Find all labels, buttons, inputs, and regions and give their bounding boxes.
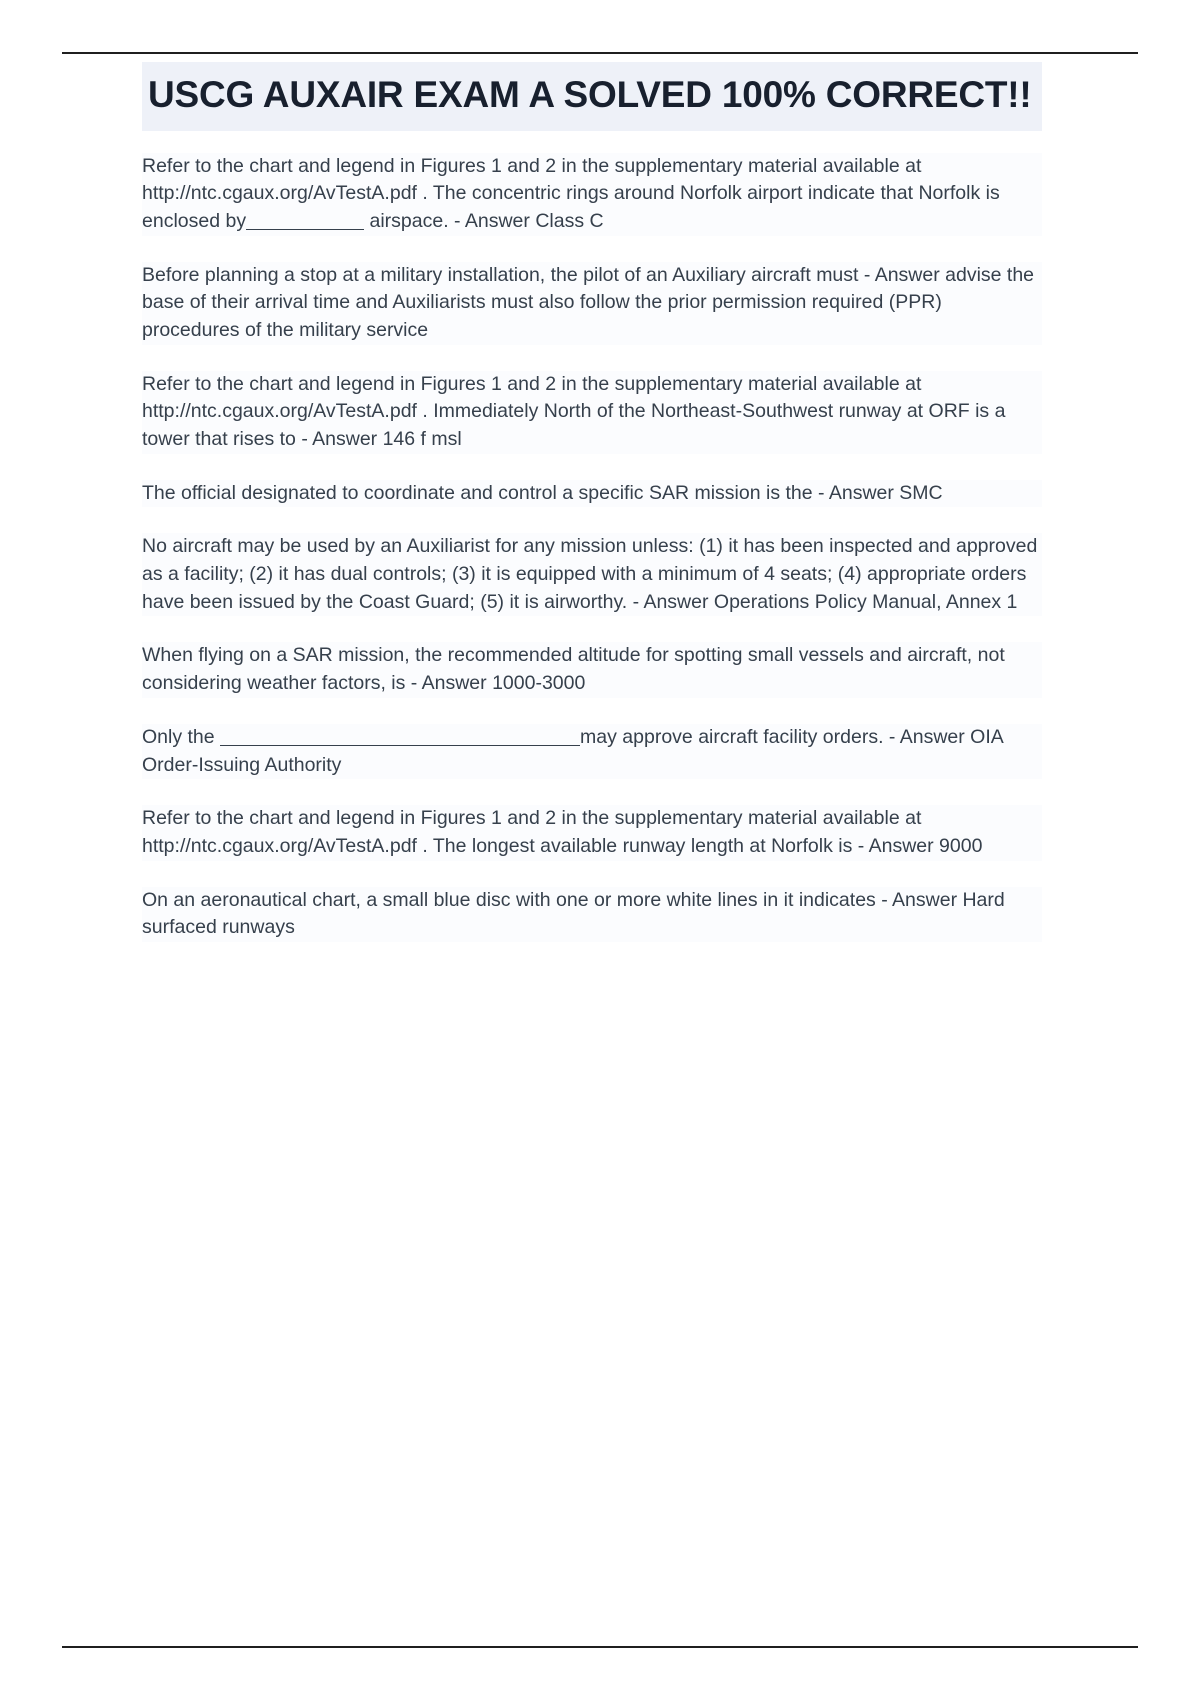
qa-text: The official designated to coordinate and control a specific SAR mission is the - Answer SMC — [142, 481, 943, 504]
qa-text: When flying on a SAR mission, the recommended altitude for spotting small vessels and aircraft, not considering weather factors, is - Answer 1000-3000 — [142, 644, 1005, 695]
qa-item — [142, 533, 1042, 616]
header-divider — [62, 52, 1138, 54]
qa-item — [142, 153, 1042, 236]
document-content — [142, 62, 1042, 942]
answer-blank — [246, 229, 364, 230]
title-block — [142, 62, 1042, 131]
footer-divider — [62, 1646, 1138, 1648]
qa-item — [142, 371, 1042, 454]
qa-item — [142, 887, 1042, 942]
qa-text: Refer to the chart and legend in Figures 1 and 2 in the supplementary material available at http://ntc.cgaux.org/AvTestA.pdf . The longest available runway length at Norfolk is - Answer 9000 — [142, 807, 983, 857]
qa-item — [142, 262, 1042, 345]
qa-text-after: airspace. - Answer Class C — [369, 209, 604, 232]
qa-text: Before planning a stop at a military installation, the pilot of an Auxiliary aircraft must - Answer advise the base of their arrival time and Auxiliarists must also follow the prior permission required (PPR) procedures of the military service — [142, 263, 1035, 341]
qa-item — [142, 480, 1042, 508]
qa-text: Refer to the chart and legend in Figures 1 and 2 in the supplementary material available at http://ntc.cgaux.org/AvTestA.pdf . Immediately North of the Northeast-Southwest runway at ORF is a tower that rises to - Answer 146 f msl — [142, 372, 1006, 451]
qa-text: Refer to the chart and legend in Figures 1 and 2 in the supplementary material available at http://ntc.cgaux.org/AvTestA.pdf . The concentric rings around Norfolk airport indicate that Norfolk is enclosed by — [142, 154, 1000, 232]
qa-text: No aircraft may be used by an Auxiliarist for any mission unless: (1) it has been inspected and approved as a facility; (2) it has dual controls; (3) it is equipped with a minimum of 4 seats; (4) appropriate orders have been issued by the Coast Guard; (5) it is airworthy. - Answer Operations Policy Manual, Annex 1 — [142, 535, 1038, 613]
qa-item — [142, 724, 1042, 779]
qa-text: Only the — [142, 725, 215, 748]
qa-text: On an aeronautical chart, a small blue disc with one or more white lines in it indicates - Answer Hard surfaced runways — [142, 888, 1005, 939]
qa-item — [142, 642, 1042, 697]
answer-blank — [220, 745, 580, 746]
page-title: USCG AUXAIR EXAM A SOLVED 100% CORRECT!! — [148, 74, 1032, 115]
qa-item — [142, 805, 1042, 860]
qa-text-after: may approve aircraft facility orders. - Answer OIA Order-Issuing Authority — [142, 725, 1003, 776]
